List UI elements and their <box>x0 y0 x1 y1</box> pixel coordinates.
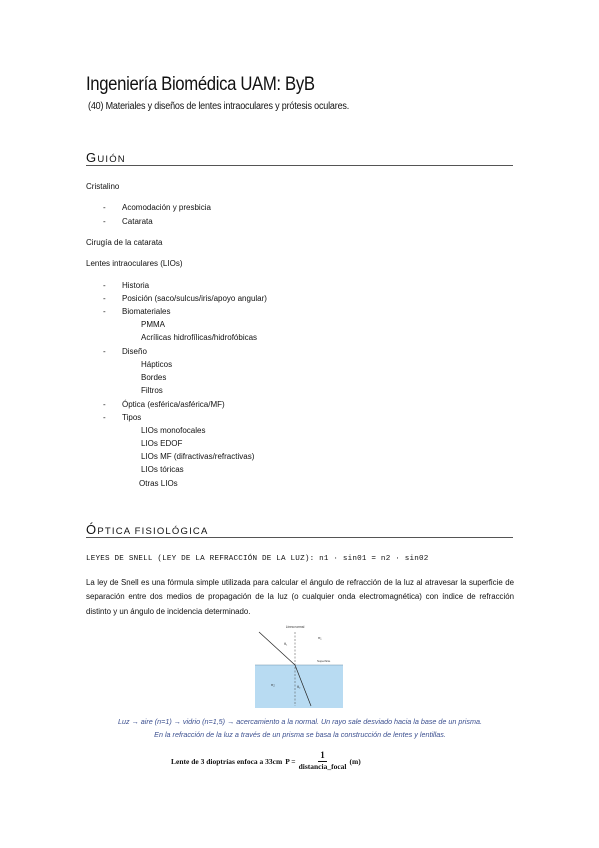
n2-label: n₂ <box>271 682 275 687</box>
theta1-label: θ₁ <box>284 642 288 646</box>
bullet-dash: - <box>103 294 106 303</box>
bullet-dash: - <box>103 217 106 226</box>
sub-list-item: LIOs MF (difractivas/refractivas) <box>141 452 255 461</box>
surface-label: Superficie <box>317 659 331 663</box>
list-item: Diseño <box>122 347 147 356</box>
list-item: Óptica (esférica/asférica/MF) <box>122 400 225 409</box>
bullet-dash: - <box>103 413 106 422</box>
sub-list-item: LIOs EDOF <box>141 439 183 448</box>
sub-list-item: Acrílicas hidrofílicas/hidrofóbicas <box>141 333 258 342</box>
bullet-dash: - <box>103 307 106 316</box>
document-subtitle: (40) Materiales y diseños de lentes intraoculares y prótesis oculares. <box>88 101 350 112</box>
document-title: Ingeniería Biomédica UAM: ByB <box>86 74 315 95</box>
section-divider <box>86 165 513 166</box>
sub-list-item: Bordes <box>141 373 167 382</box>
formula-numerator: 1 <box>320 750 325 760</box>
sub-list-item: LIOs tóricas <box>141 465 184 474</box>
list-item: Tipos <box>122 413 142 422</box>
lentes-heading: Lentes intraoculares (LIOs) <box>86 259 183 268</box>
bullet-dash: - <box>103 347 106 356</box>
formula-fraction <box>299 750 347 772</box>
bullet-dash: - <box>103 400 106 409</box>
list-item: Catarata <box>122 217 153 226</box>
cirugia-heading: Cirugía de la catarata <box>86 238 163 247</box>
cristalino-heading: Cristalino <box>86 182 120 191</box>
sub-list-item: Hápticos <box>141 360 173 369</box>
formula-prefix: Lente de 3 dioptrías enfoca a 33cm <box>171 756 283 766</box>
theta2-label: θ₂ <box>297 685 301 689</box>
formula-lhs: P = <box>285 756 296 766</box>
normal-label: Línea normal <box>285 625 305 629</box>
section-divider <box>86 537 513 538</box>
sub-list-item: Otras LIOs <box>139 479 178 488</box>
snell-paragraph: La ley de Snell es una fórmula simple utilizada para calcular el ángulo de refracción de la luz al atravesar la superficie de separación entre dos medios de propagación de la luz (o cualquier onda electromagnética) con índice de refracción distinto y un ángulo de incidencia determinado. <box>86 578 514 616</box>
sub-list-item: Filtros <box>141 386 163 395</box>
section-heading-guion <box>86 150 126 165</box>
formula-denominator: distancia_focal <box>298 762 347 771</box>
optica-heading-text: ÓPTICA FISIOLÓGICA <box>86 522 209 537</box>
bullet-dash: - <box>103 203 106 212</box>
list-item: Historia <box>122 281 150 290</box>
figure-caption-line-1: Luz → aire (n=1) → vidrio (n=1,5) → acercamiento a la normal. Un rayo sale desviado hacia la base de un prisma. <box>118 717 482 726</box>
refraction-diagram <box>255 624 343 708</box>
snell-law-heading: LEYES DE SNELL (LEY DE LA REFRACCIÓN DE LA LUZ): n1 · sin01 = n2 · sin02 <box>86 555 429 563</box>
list-item: Posición (saco/sulcus/iris/apoyo angular) <box>122 294 267 303</box>
focal-power-formula <box>171 748 361 774</box>
section-heading-optica <box>86 522 209 537</box>
list-item: Acomodación y presbicia <box>122 203 211 212</box>
n1-label: n₁ <box>318 635 322 640</box>
figure-caption-line-2: En la refracción de la luz a través de un prisma se basa la construcción de lentes y lentillas. <box>154 730 446 739</box>
sub-list-item: LIOs monofocales <box>141 426 206 435</box>
bullet-dash: - <box>103 281 106 290</box>
guion-heading-text: GUIÓN <box>86 150 126 165</box>
list-item: Biomateriales <box>122 307 171 316</box>
sub-list-item: PMMA <box>141 320 165 329</box>
formula-unit: (m) <box>349 756 361 766</box>
